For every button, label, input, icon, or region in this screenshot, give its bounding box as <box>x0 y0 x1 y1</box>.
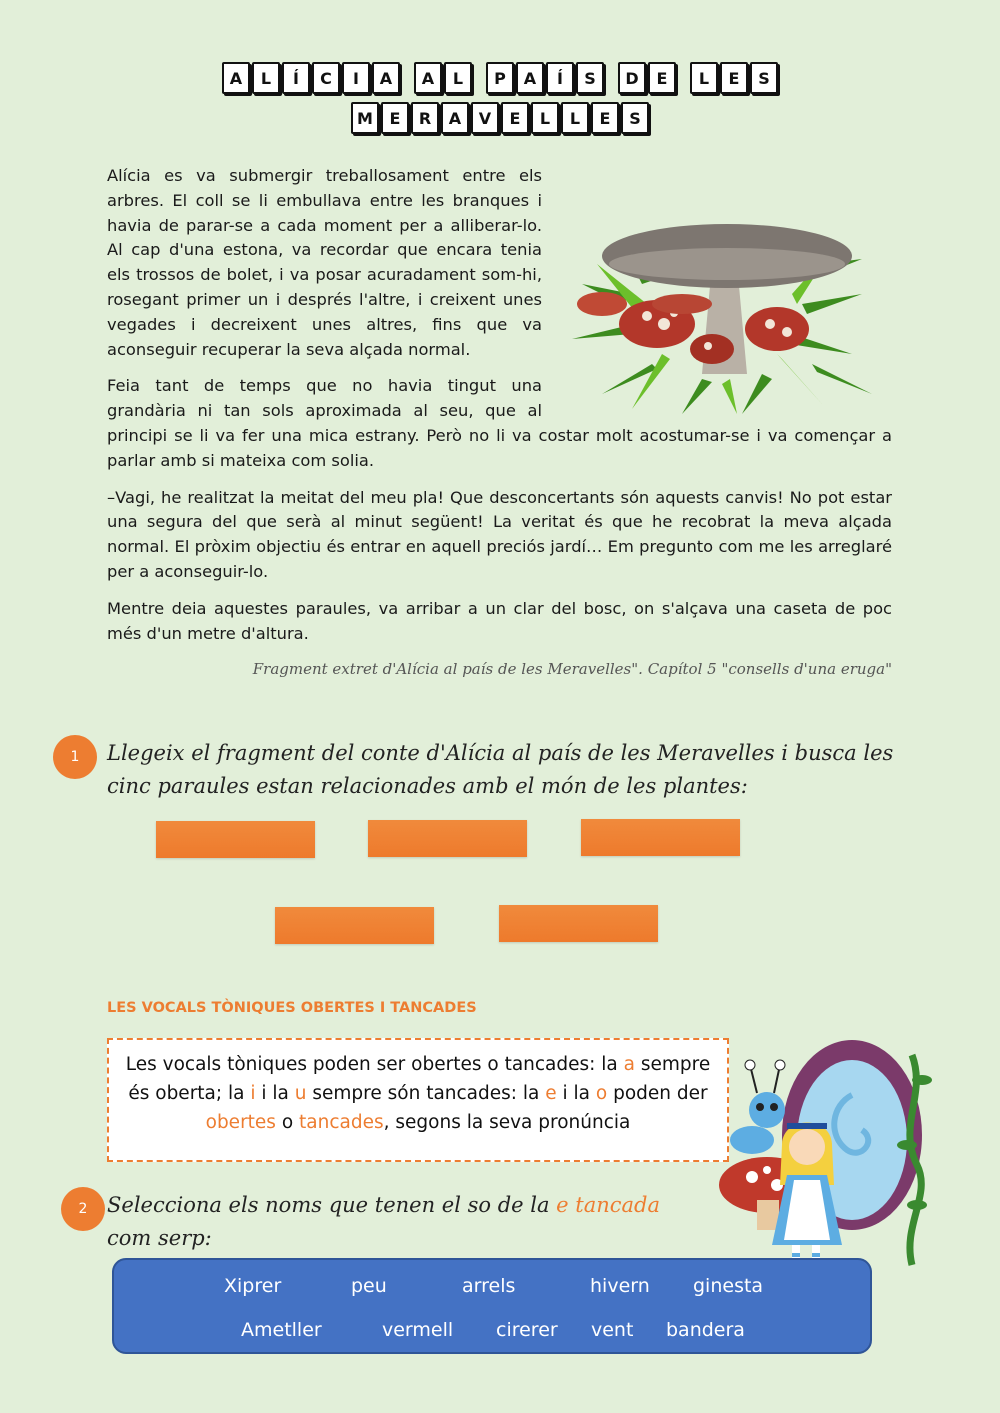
title-letter-block: M <box>351 102 379 134</box>
question-2-number: 2 <box>61 1187 105 1231</box>
title-letter-block: L <box>561 102 589 134</box>
answer-box-5[interactable] <box>499 905 658 942</box>
title-letter-block: L <box>444 62 472 94</box>
title-letter-block: A <box>222 62 250 94</box>
title-letter-block: L <box>531 102 559 134</box>
citation: Fragment extret d'Alícia al país de les Meravelles". Capítol 5 "consells d'una eruga" <box>252 660 892 678</box>
title-letter-block: E <box>720 62 748 94</box>
title-letter-block: E <box>591 102 619 134</box>
word-selection-box <box>112 1258 872 1354</box>
title-line-2 <box>0 102 1000 134</box>
page-title <box>0 62 1000 142</box>
rule-text: poden der <box>607 1083 708 1104</box>
question-1-text: Llegeix el fragment del conte d'Alícia al país de les Meravelles i busca les cinc paraules estan relacionades amb el món de les plantes: <box>107 741 894 798</box>
title-word <box>485 62 605 94</box>
vowel-o: o <box>595 1083 608 1104</box>
rule-text: i la <box>255 1083 295 1104</box>
question-1-number: 1 <box>53 735 97 779</box>
title-letter-block: S <box>750 62 778 94</box>
highlight-e-tancada: e tancada <box>556 1193 660 1217</box>
word-option[interactable]: peu <box>351 1275 387 1297</box>
title-letter-block: S <box>576 62 604 94</box>
title-letter-block: C <box>312 62 340 94</box>
answer-box-4[interactable] <box>275 907 434 944</box>
title-letter-block: E <box>501 102 529 134</box>
title-letter-block: E <box>381 102 409 134</box>
title-letter-block: D <box>618 62 646 94</box>
answer-box-2[interactable] <box>368 820 527 857</box>
word-tancades: tancades <box>299 1112 384 1133</box>
word-option[interactable]: Xiprer <box>224 1275 282 1297</box>
rule-text: sempre és oberta; la <box>128 1054 711 1104</box>
title-letter-block: A <box>372 62 400 94</box>
question-2-text <box>107 1189 707 1255</box>
word-option[interactable]: vermell <box>382 1319 454 1341</box>
title-letter-block: V <box>471 102 499 134</box>
title-letter-block: R <box>411 102 439 134</box>
rule-text: o <box>275 1112 300 1133</box>
title-word <box>221 62 401 94</box>
title-letter-block: A <box>441 102 469 134</box>
section-title: LES VOCALS TÒNIQUES OBERTES I TANCADES <box>107 1000 477 1016</box>
title-letter-block: A <box>516 62 544 94</box>
vowel-u: u <box>294 1083 307 1104</box>
word-option[interactable]: Ametller <box>241 1319 322 1341</box>
vowel-e: e <box>545 1083 557 1104</box>
paragraph-1: Alícia es va submergir treballosament entre els arbres. El coll se li embullava entre les branques i havia de parar-se a cada moment per a alliberar-lo. Al cap d'una estona, va recordar que encara tenia els trossos de bolet, i va posar acuradament som-hi, rosegant primer un i després l'altre, i creixent unes vegades i decreixent unes altres, fins que va aconseguir recuperar la seva alçada normal. <box>107 166 542 359</box>
rule-text: sempre són tancades: la <box>306 1083 546 1104</box>
title-letter-block: A <box>414 62 442 94</box>
title-word <box>617 62 677 94</box>
paragraph-3: –Vagi, he realitzat la meitat del meu pla! Que desconcertants són aquests canvis! No pot estar una segura del que serà al minut següent! La veritat és que he recobrat la meva alçada normal. El pròxim objectiu és entrar en aquell preciós jardí… Em pregunto com me les arreglaré per a aconseguir-lo. <box>107 487 892 581</box>
word-obertes: obertes <box>205 1112 276 1133</box>
rule-text: i la <box>556 1083 596 1104</box>
title-letter-block: E <box>648 62 676 94</box>
rule-box <box>107 1038 729 1162</box>
word-option[interactable]: bandera <box>666 1319 745 1341</box>
rule-text: , segons la seva pronúncia <box>383 1112 631 1133</box>
vowel-i: i <box>250 1083 256 1104</box>
title-letter-block: Í <box>546 62 574 94</box>
question-2-text-part: Selecciona els noms que tenen el so de la <box>107 1193 557 1217</box>
word-option[interactable]: ginesta <box>693 1275 764 1297</box>
mushroom-image <box>562 164 892 419</box>
paragraph-4: Mentre deia aquestes paraules, va arribar a un clar del bosc, on s'alçava una caseta de poc més d'un metre d'altura. <box>107 598 892 643</box>
title-word <box>413 62 473 94</box>
answer-box-1[interactable] <box>156 821 315 858</box>
word-option[interactable]: hivern <box>590 1275 650 1297</box>
title-word <box>689 62 779 94</box>
title-letter-block: Í <box>282 62 310 94</box>
title-letter-block: I <box>342 62 370 94</box>
answer-box-3[interactable] <box>581 819 740 856</box>
title-word <box>350 102 650 134</box>
title-letter-block: L <box>252 62 280 94</box>
paragraph-2: Feia tant de temps que no havia tingut una grandària ni tan sols aproximada al seu, que al principi se li va fer una mica estrany. Però no li va costar molt acostumar-se i va començar a parlar amb si mateixa com solia. <box>107 376 892 470</box>
title-line-1 <box>0 62 1000 94</box>
title-letter-block: S <box>621 102 649 134</box>
title-letter-block: L <box>690 62 718 94</box>
story-fragment <box>107 164 892 658</box>
rule-text: Les vocals tòniques poden ser obertes o tancades: la <box>125 1054 624 1075</box>
question-2-text-part: com serp: <box>107 1226 212 1250</box>
word-option[interactable]: cirerer <box>496 1319 558 1341</box>
word-option[interactable]: arrels <box>462 1275 516 1297</box>
vowel-a: a <box>623 1054 635 1075</box>
word-option[interactable]: vent <box>591 1319 634 1341</box>
title-letter-block: P <box>486 62 514 94</box>
